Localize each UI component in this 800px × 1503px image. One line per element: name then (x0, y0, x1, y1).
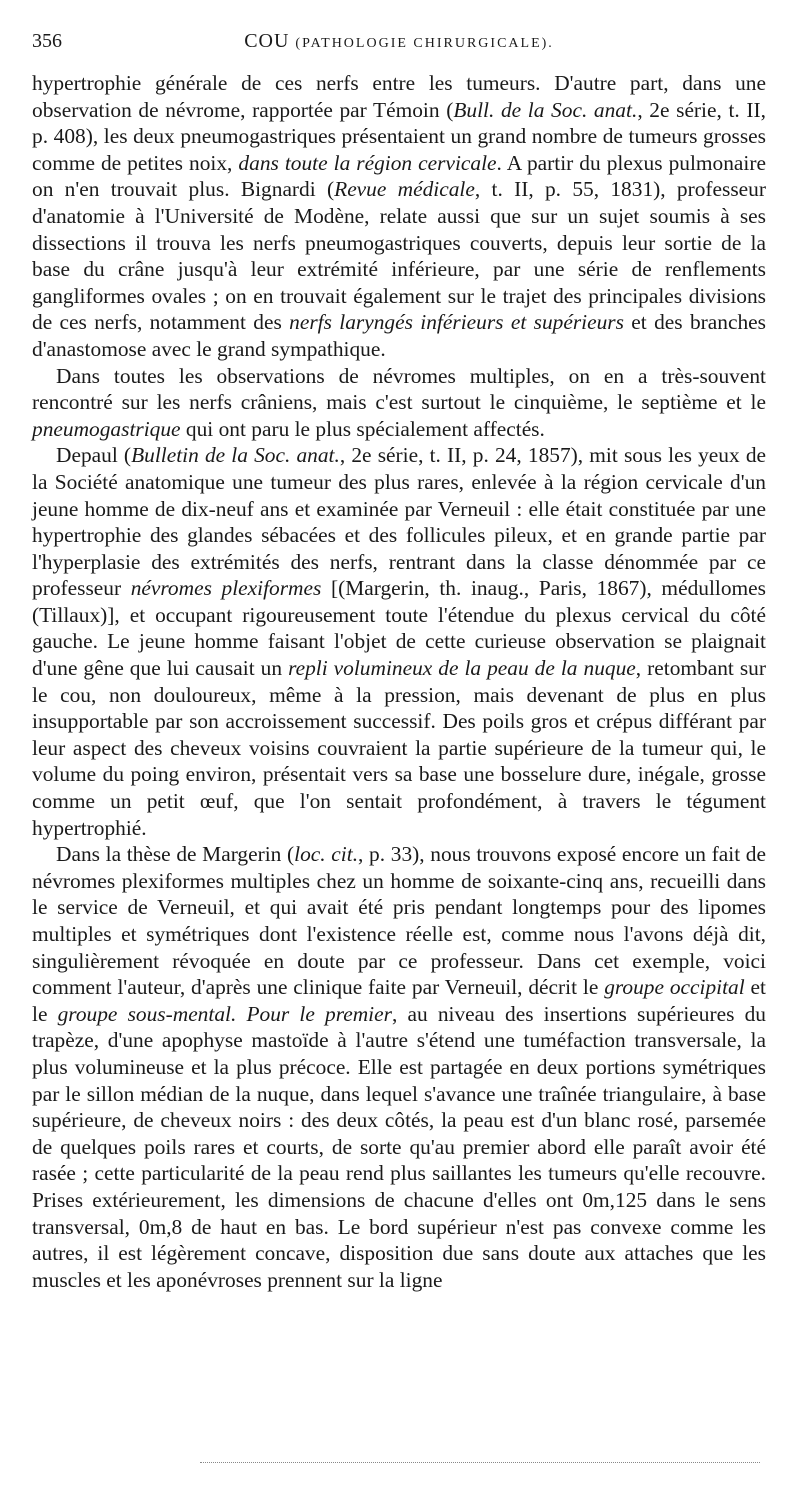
text-run: Dans toutes les observations de névromes multiples, on en a très-souvent rencontré sur les nerfs crâniens, mais c'est surtout le cinquième, le septième et le (32, 363, 766, 415)
italic-text: nerfs laryngés inférieurs et supérieurs (289, 310, 624, 335)
paragraph (32, 363, 766, 443)
paragraph (32, 841, 766, 1293)
text-run: , p. 33), nous trouvons exposé encore un fait de névromes plexiformes multiples chez un homme de soixante-cinq ans, recueilli dans le service de Verneuil, et qui avait été pris pendant longtemps pour des lipomes multiples et symétriques dont l'existence réelle est, comme nous l'avons déjà dit, singulièrement révoquée en doute par ce professeur. Dans cet exemple, voici comment l'auteur, d'après une clinique faite par Verneuil, décrit le (32, 842, 766, 1000)
italic-text: dans toute la région cervicale (238, 150, 497, 175)
paragraph (32, 442, 766, 841)
italic-text: Bulletin de la Soc. anat. (131, 443, 340, 468)
page-header (32, 26, 766, 56)
text-run: Dans la thèse de Margerin ( (56, 842, 295, 867)
italic-text: pneumogastrique (32, 416, 181, 441)
footer-rule (200, 1462, 760, 1463)
book-page (32, 26, 766, 1293)
text-run: et le (32, 975, 766, 1026)
running-title-sub: (PATHOLOGIE CHIRURGICALE). (295, 36, 554, 51)
italic-text: névromes plexiformes (130, 576, 322, 601)
text-run: qui ont paru le plus spécialement affectés. (180, 416, 545, 441)
italic-text: groupe occipital (604, 975, 745, 1000)
italic-text: groupe sous-mental. Pour le premier (57, 1001, 392, 1026)
text-run: hypertrophie générale de ces nerfs entre les tumeurs. D'autre part, dans une observation de névrome, rapportée par Témoin ( (32, 71, 766, 122)
page-number: 356 (32, 30, 62, 52)
italic-text: loc. cit. (294, 842, 359, 867)
italic-text: Revue médicale (334, 177, 475, 202)
text-run: Depaul ( (56, 443, 132, 468)
text-run: et des branches d'anastomose avec le grand sympathique. (32, 310, 766, 361)
body-text (32, 70, 766, 1293)
text-run: . A partir du plexus pulmonaire on n'en trouvait plus. Bignardi ( (32, 150, 766, 202)
italic-text: repli volumineux de la peau de la nuque (288, 656, 636, 681)
running-title (32, 30, 766, 53)
text-run: , retombant sur le cou, non douloureux, même à la pression, mais devenant de plus en plus insupportable par son accroissement successif. Des poils gros et crépus différant par leur aspect des cheveux voisins couvraient la partie supérieure de la tumeur qui, le volume du poing environ, présentait vers sa base une bosselure dure, inégale, grosse comme un petit œuf, que l'on sentait profondément, à travers le tégument hypertrophié. (32, 656, 766, 840)
text-run: , t. II, p. 55, 1831), professeur d'anatomie à l'Université de Modène, relate aussi que sur un sujet soumis à ses dissections il trouva les nerfs pneumogastriques couverts, depuis leur sortie de la base du crâne jusqu'à leur extrémité inférieure, par une série de renflements gangliformes ovales ; on en trouvait également sur le trajet des principales divisions de ces nerfs, notamment des (32, 177, 766, 335)
text-run: , 2e série, t. II, p. 24, 1857), mit sous les yeux de la Société anatomique une tumeur des plus rares, enlevée à la région cervicale d'un jeune homme de dix-neuf ans et examinée par Verneuil : elle était constituée par une hypertrophie des glandes sébacées et des follicules pileux, et en grande partie par l'hyperplasie des extrémités des nerfs, rentrant dans la classe dénommée par ce professeur (32, 443, 767, 601)
paragraph (32, 70, 766, 363)
running-title-main: COU (244, 30, 290, 52)
italic-text: Bull. de la Soc. anat. (453, 97, 638, 122)
text-run: [(Margerin, th. inaug., Paris, 1867), médullomes (Tillaux)], et occupant rigoureusement toute l'étendue du plexus cervical du côté gauche. Le jeune homme faisant l'objet de cette curieuse observation se plaignait d'une gêne que lui causait un (32, 576, 766, 681)
text-run: , au niveau des insertions supérieures du trapèze, d'une apophyse mastoïde à l'autre s'étend une tuméfaction transversale, la plus volumineuse et la plus précoce. Elle est partagée en deux portions symétriques par le sillon médian de la nuque, dans lequel s'avance une traînée triangulaire, à base supérieure, de cheveux noirs : des deux côtés, la peau est d'un blanc rosé, parsemée de quelques poils rares et courts, de sorte qu'au premier abord elle paraît avoir été rasée ; cette particularité de la peau rend plus saillantes les tumeurs qu'elle recouvre. Prises extérieurement, les dimensions de chacune d'elles ont 0m,125 dans le sens transversal, 0m,8 de haut en bas. Le bord supérieur n'est pas convexe comme les autres, il est légèrement concave, disposition due sans doute aux attaches que les muscles et les aponévroses prennent sur la ligne (32, 1001, 766, 1292)
text-run: , 2e série, t. II, p. 408), les deux pneumogastriques présentaient un grand nombre de tumeurs grosses comme de petites noix, (32, 97, 766, 175)
